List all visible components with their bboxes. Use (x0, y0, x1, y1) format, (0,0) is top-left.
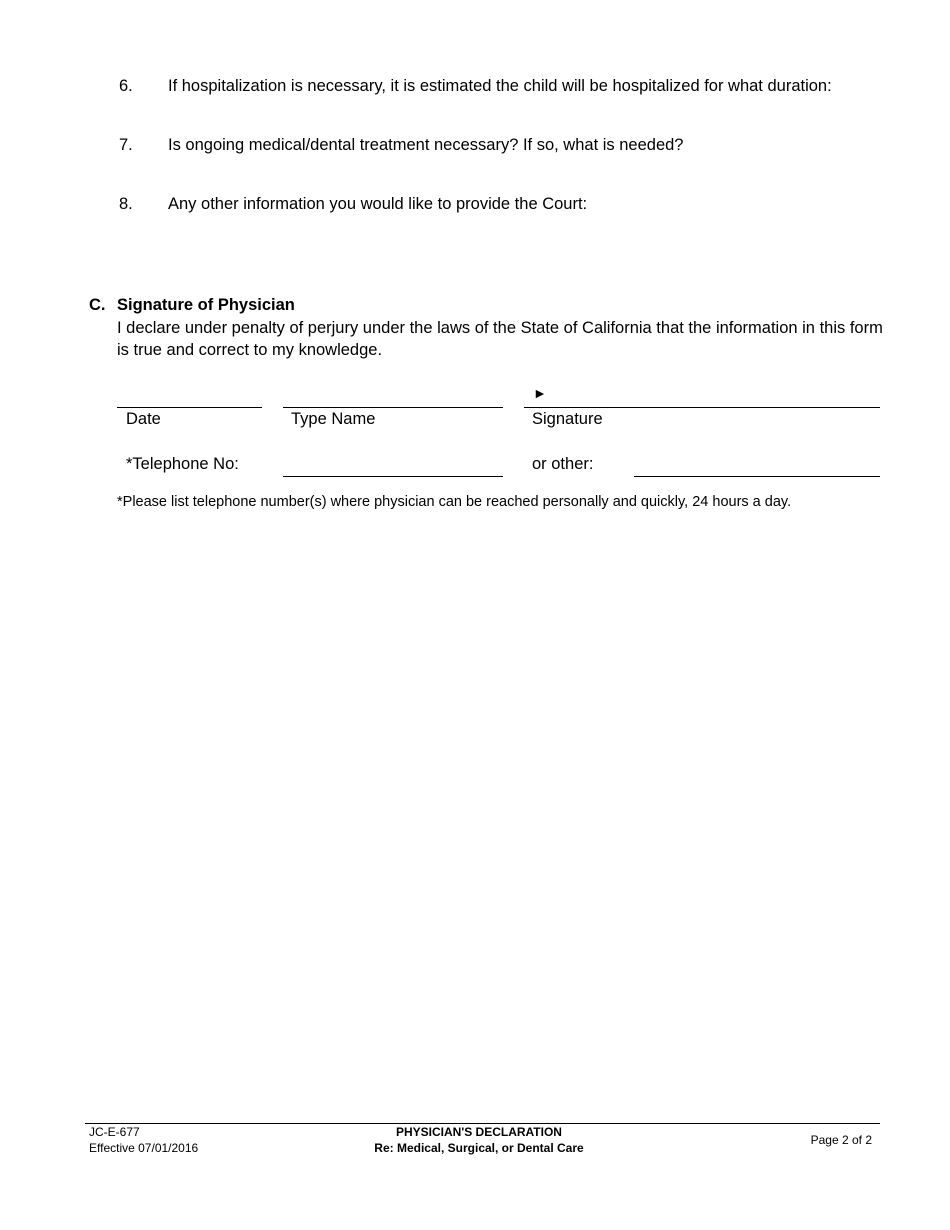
footer-title-block (330, 1124, 628, 1156)
page-number: Page 2 of 2 (810, 1133, 872, 1147)
other-phone-label: or other: (532, 455, 594, 473)
footer-title: PHYSICIAN'S DECLARATION (396, 1125, 562, 1139)
telephone-label: *Telephone No: (126, 455, 239, 473)
date-line[interactable] (117, 407, 262, 408)
question-6-number: 6. (119, 77, 133, 95)
question-7-number: 7. (119, 136, 133, 154)
telephone-note: *Please list telephone number(s) where physician can be reached personally and quickly, 24 hours a day. (117, 494, 792, 510)
form-number: JC-E-677 (89, 1125, 140, 1139)
section-c-title: Signature of Physician (117, 296, 295, 314)
declaration-text: I declare under penalty of perjury under the laws of the State of California that the information in this form is true and correct to my knowledge. (117, 319, 883, 359)
signature-arrow-icon: ► (533, 385, 547, 401)
other-phone-line[interactable] (634, 476, 880, 477)
question-8-number: 8. (119, 195, 133, 213)
question-7-text: Is ongoing medical/dental treatment necessary? If so, what is needed? (168, 136, 684, 154)
footer-subtitle: Re: Medical, Surgical, or Dental Care (374, 1141, 584, 1155)
type-name-label: Type Name (291, 410, 376, 428)
footer-form-info (89, 1124, 198, 1156)
question-8-text: Any other information you would like to provide the Court: (168, 195, 588, 213)
signature-line[interactable] (524, 407, 880, 408)
section-c-letter: C. (89, 296, 106, 314)
effective-date: Effective 07/01/2016 (89, 1141, 199, 1155)
date-label: Date (126, 410, 161, 428)
type-name-line[interactable] (283, 407, 503, 408)
signature-label: Signature (532, 410, 603, 428)
question-6-text: If hospitalization is necessary, it is estimated the child will be hospitalized for what duration: (168, 77, 832, 95)
telephone-line[interactable] (283, 476, 503, 477)
